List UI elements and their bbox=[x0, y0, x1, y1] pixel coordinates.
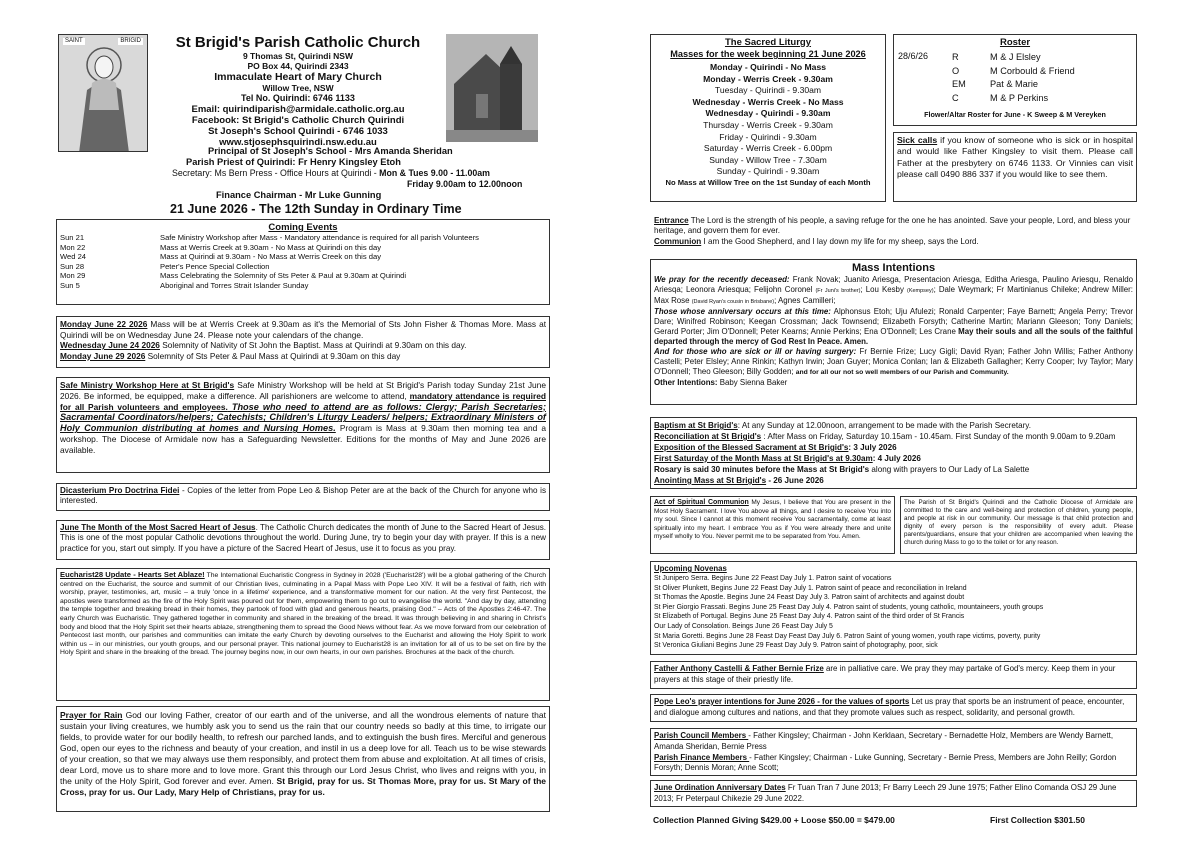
novena-item: Our Lady of Consolation. Beings June 26 Feast Day July 5 bbox=[654, 622, 833, 630]
baptism-head: Baptism at St Brigid's bbox=[654, 421, 738, 430]
safeguarding-box bbox=[900, 496, 1137, 554]
saint-figure-icon bbox=[59, 35, 148, 152]
communion-text: I am the Good Shepherd, and I lay down my life for my sheep, says the Lord. bbox=[701, 236, 979, 246]
date-title: 21 June 2026 - The 12th Sunday in Ordinary Time bbox=[170, 202, 462, 216]
parish2-line-2: Tel No. Quirindi: 6746 1133 bbox=[241, 93, 355, 103]
finance-chair: Finance Chairman - Mr Luke Gunning bbox=[216, 190, 382, 200]
mass-row: Tuesday - Quirindi - 9.30am bbox=[714, 85, 822, 96]
event-text: Safe Ministry Workshop after Mass - Mandatory attendance is required for all parish Volunteers bbox=[160, 233, 479, 242]
sick2-bold: and for all our not so well members of our Parish and Community. bbox=[795, 369, 1009, 376]
entrance-text: The Lord is the strength of his people, a saving refuge for the one he has anointed. Save your people, Lord, and bless your heritage, and govern them for ever. bbox=[654, 216, 1131, 236]
palliative-box bbox=[650, 661, 1137, 689]
first-saturday-text: : 4 July 2026 bbox=[872, 454, 921, 463]
wed24-text: Solemnity of Nativity of St John the Baptist. Mass at Quirindi at 9.30am on this day. bbox=[159, 340, 467, 351]
june-text: . The Catholic Church dedicates the month of June to the Sacred Heart of Jesus. This is one of the most popular Catholic devotions throughout the world. During June, try to begin your day with prayer. If this is a new practice for you, start out simply. If you have a picture of the Sacred Heart of Jesus, use it to focus as you pray. bbox=[60, 523, 546, 553]
anointing-head: Anointing Mass at St Brigid's bbox=[654, 476, 767, 485]
communion-head: Communion bbox=[654, 236, 702, 246]
fathers-text: are in palliative care. We pray they may partake of God's mercy. Keep them in your prayers at this stage of their priestly life. bbox=[654, 664, 1116, 684]
mass-row: Sunday - Quirindi - 9.30am bbox=[716, 166, 820, 177]
other-text: Baby Sienna Baker bbox=[717, 378, 788, 387]
facebook-line[interactable]: Facebook: St Brigid's Catholic Church Quirindi bbox=[191, 115, 405, 126]
pope-intentions-box bbox=[650, 694, 1137, 722]
event-day: Sun 21 bbox=[60, 233, 85, 242]
event-row bbox=[60, 281, 546, 291]
event-day: Mon 22 bbox=[60, 242, 86, 252]
ordination-head: June Ordination Anniversary Dates bbox=[654, 783, 786, 792]
finance-text: - Father Kingsley; Chairman - Luke Gunning, Secretary - Bernie Press, Members are John Reilly; Gordon Forsyth; Dennis Moran; Anne Scott; bbox=[654, 752, 1117, 773]
first-saturday-head: First Saturday of the Month Mass at St Brigid's at 9.30am bbox=[654, 454, 873, 463]
reconciliation-head: Reconciliation at St Brigid's bbox=[654, 432, 762, 441]
council-head: Parish Council Members bbox=[654, 731, 749, 740]
wed24-head: Wednesday June 24 2026 bbox=[60, 340, 160, 351]
deceased-note2: (Kempsey) bbox=[906, 288, 934, 294]
event-day: Wed 24 bbox=[60, 252, 87, 261]
roster-role: C bbox=[952, 92, 959, 103]
prayer-for-rain-box bbox=[56, 706, 550, 812]
mass-row: Monday - Quirindi - No Mass bbox=[709, 62, 827, 72]
event-day: Mon 29 bbox=[60, 271, 86, 280]
sick-text: if you know of someone who is sick or in hospital and would like Father Kingsley to visit them. Please call Father at the presbytery on 6746 1133. Or Vinnies can visit please call 0490 886 337 if you would like to see them. bbox=[897, 135, 1133, 179]
mass-intentions-box bbox=[650, 259, 1137, 405]
roster-date: 28/6/26 bbox=[898, 51, 929, 61]
roster-row bbox=[952, 92, 1075, 106]
event-day: Sun 28 bbox=[60, 261, 85, 271]
website-line[interactable]: www.stjosephsquirindi.nsw.edu.au bbox=[219, 137, 377, 148]
sacred-liturgy-box bbox=[650, 34, 886, 202]
intentions-title: Mass Intentions bbox=[851, 262, 936, 274]
novena-item: St Maria Goretti. Begins June 28 Feast Day Feast Day July 6. Patron Saint of young women, youth rape victims, poverty, purity bbox=[654, 632, 1041, 640]
roster-role: EM bbox=[952, 79, 966, 89]
novena-item: St Thomas the Apostle. Begins June 24 Feast Day July 3. Patron saint of architects and against doubt bbox=[654, 594, 965, 602]
novena-item: St Elizabeth of Portugal. Begins June 25 Feast Day July 4. Patron saint of the third order of St Francis bbox=[654, 613, 965, 621]
sick-calls-box bbox=[893, 132, 1137, 202]
mass-changes-box bbox=[56, 316, 550, 368]
school-line: St Joseph's School Quirindi - 6746 1033 bbox=[208, 126, 388, 137]
coming-events-box bbox=[56, 219, 550, 305]
event-text: Aboriginal and Torres Strait Islander Sunday bbox=[160, 280, 309, 290]
mass-list bbox=[653, 62, 883, 178]
event-text: Mass at Quirindi at 9.30am - No Mass at Werris Creek on this day bbox=[160, 252, 382, 261]
sick-head: Sick calls bbox=[897, 135, 938, 145]
dic-text: - Copies of the letter from Pope Leo & Bishop Peter are at the back of the Church for anyone who is interested. bbox=[60, 486, 546, 506]
eucharist28-box bbox=[56, 568, 550, 701]
roster-row bbox=[952, 78, 1075, 92]
sacraments-box bbox=[650, 417, 1137, 489]
novena-item: St Veronica Giuliani Begins June 29 Feast Day July 9. Patron saint of photography, poor, sick bbox=[654, 642, 938, 650]
address-line-1: 9 Thomas St, Quirindi NSW bbox=[242, 51, 354, 61]
rain-text: God our loving Father, creator of our earth and of the universe, and all the wondrous elements of nature that sustain your living creatures, we humbly ask you to send us the rain that our country needs so badly at this time, to irrigate our fields, to provide water for our bodily health, to refresh our parched lands, and to extinguish the bush fires. Merciful and generous God, open our eyes to the richness and beauty of your creation, and instil in us a deep love for all. Teach us to be wise stewards of your creation, so that we may always use them responsibly, and protect them from abuse and exploitation. At all times of crisis, dear Lord, move us to share more and to love more. Grant this through our Lord Jesus Christ, who lives and reigns with you, in the unity of the Holy Spirit, God forever and ever. Amen. bbox=[60, 710, 546, 786]
novenas-title: Upcoming Novenas bbox=[654, 564, 727, 573]
parish2-line-1: Willow Tree, NSW bbox=[262, 83, 334, 93]
safe-mandatory: mandatory attendance is required for all Parish volunteers and employees. bbox=[60, 390, 546, 412]
address-line-2: PO Box 44, Quirindi 2343 bbox=[247, 61, 349, 71]
event-row bbox=[60, 233, 546, 243]
roster-names: M & P Perkins bbox=[990, 92, 1049, 103]
rosary-head: Rosary is said 30 minutes before the Mass at St Brigid's bbox=[654, 465, 870, 474]
mon29-text: Solemnity of Sts Peter & Paul Mass at Quirindi at 9.30am on this day bbox=[145, 350, 401, 361]
church-photo bbox=[446, 34, 538, 142]
anniv-bold: May their souls and all the souls of the faithful departed through the mercy of God Rest In Peace. Amen. bbox=[654, 327, 1133, 346]
rosary-text: along with prayers to Our Lady of La Salette bbox=[869, 465, 1030, 474]
deceased-text4: ; Agnes Camilleri; bbox=[774, 296, 836, 305]
mass-row: Monday - Werris Creek - 9.30am bbox=[703, 73, 833, 84]
rain-head: Prayer for Rain bbox=[60, 710, 123, 720]
anniversary-para bbox=[654, 307, 1133, 347]
secretary-text: Secretary: Ms Bern Press - Office Hours at Quirindi - bbox=[172, 168, 377, 178]
event-row bbox=[60, 252, 546, 262]
sick2-head: And for those who are sick or ill or having surgery: bbox=[654, 347, 857, 356]
deceased-text3: ; Dale Weymark; Fr Martinianus Chileke; Andrew Miller: Max Rose bbox=[654, 285, 1133, 305]
mass-note: No Mass at Willow Tree on the 1st Sunday of each Month bbox=[665, 177, 871, 187]
roster-names: M & J Elsley bbox=[990, 52, 1041, 62]
exposition-head: Exposition of the Blessed Sacrament at St Brigid's bbox=[654, 443, 849, 452]
event-text: Peter's Pence Special Collection bbox=[160, 261, 270, 271]
flower-roster: Flower/Altar Roster for June - K Sweep & M Vereyken bbox=[924, 110, 1106, 119]
office-hours-1: Mon & Tues 9.00 - 11.00am bbox=[379, 168, 490, 178]
roster-role: R bbox=[952, 52, 959, 62]
deceased-head: We pray for the recently deceased: bbox=[654, 275, 790, 284]
safe-text2: Program is Mass at 9.30am then morning tea and a workshop. The Diocese of Armidale now has a Safeguarding Newsletter. Editions for the months of May and June 2026 are available. bbox=[60, 423, 546, 455]
safe-ministry-box bbox=[56, 377, 550, 473]
anniv-head: Those whose anniversary occurs at this time: bbox=[654, 307, 831, 316]
liturgy-sub: Masses for the week beginning 21 June 2026 bbox=[670, 49, 866, 59]
church-title: St Brigid's Parish Catholic Church bbox=[175, 34, 421, 51]
euch-head: Eucharist28 Update - Hearts Set Ablaze! bbox=[60, 570, 205, 579]
antiphons bbox=[654, 216, 1136, 247]
mass-row: Wednesday - Werris Creek - No Mass bbox=[692, 96, 844, 107]
roster-names: M Corbould & Friend bbox=[990, 65, 1075, 76]
council-text: - Father Kingsley; Chairman - John Kerklaan, Secretary - Bernadette Holz, Members are Wendy Barnett, Amanda Sheridan, Bernie Press bbox=[654, 731, 1114, 751]
other-intentions bbox=[654, 378, 1133, 388]
event-row bbox=[60, 262, 546, 272]
coming-events-title: Coming Events bbox=[268, 222, 338, 233]
liturgy-title: The Sacred Liturgy bbox=[724, 37, 812, 48]
deceased-note3: (David Ryan's cousin in Brisbane) bbox=[691, 299, 775, 305]
safe-text1: Safe Ministry Workshop will be held at St Brigid's Parish today Sunday 21st June 2026. Be informed, be equipped, make a difference. All parishioners are welcome to attend, bbox=[60, 380, 547, 401]
rain-bold: St Brigid, pray for us. St Thomas More, pray for us. St Mary of the Cross, pray for us. Our Lady, Mary Help of Christians, pray for us. bbox=[60, 776, 546, 797]
dicasterium-box bbox=[56, 483, 550, 511]
principal-line: Principal of St Joseph's School - Mrs Amanda Sheridan bbox=[208, 146, 453, 156]
safeguard-text: The Parish of St Brigid's Quirindi and the Catholic Diocese of Armidale are committed to the care and well-being and protection of children, young people, and people at risk in our community. Our message is that child protection and dignity of every person is the responsibility of every adult. Please parents/guardians, ensure that your children are accompanied when leaving the church during Mass to go to the toilet or for any reason. bbox=[904, 499, 1133, 547]
spiritual-head: Act of Spiritual Communion bbox=[654, 499, 749, 506]
deceased-text: Frank Novak; Juanito Ariesga, Presentacion Ariesga, Editha Ariesga, Paulino Ariesqu, Renaldo Ariesqa; Leonora Ariesqua; Felijohn Coronel bbox=[654, 275, 1133, 294]
novenas-box bbox=[650, 561, 1137, 655]
dic-head: Dicasterium Pro Doctrina Fidei bbox=[60, 486, 180, 495]
sick2-text: Fr Bernie Frize; Lucy Gigli; David Ryan; Father John Willis; Father Anthony Castelli; Peter Elsley; Anne Rinkin; Kathyn Irwin; Joan Guyer; Monica Conlan; Ian & Elizabeth Gallagher; Kerry Cooper; Ivy Taylor; Mary O'Donnell; Theo Gleeson; Billy Godden; bbox=[654, 347, 1133, 376]
exposition-text: : 3 July 2026 bbox=[848, 443, 897, 452]
roster-names: Pat & Marie bbox=[990, 79, 1038, 89]
first-collection: First Collection $301.50 bbox=[990, 815, 1085, 825]
event-text: Mass Celebrating the Solemnity of Sts Peter & Paul at 9.30am at Quirindi bbox=[160, 271, 407, 280]
event-row bbox=[60, 243, 546, 253]
mass-row: Sunday - Willow Tree - 7.30am bbox=[709, 154, 827, 165]
spiritual-communion-box bbox=[650, 496, 895, 554]
spiritual-text: My Jesus, I believe that You are present in the Most Holy Sacrament. I love You above all things, and I desire to receive You into my soul. Since I cannot at this moment receive You sacramentally, come at least spiritually into my heart. I embrace You as if You were already there and unite myself wholly to You. Never permit me to be separated from You. Amen. bbox=[654, 499, 891, 541]
roster-row bbox=[952, 51, 1075, 65]
office-hours-2: Friday 9.00am to 12.00noon bbox=[407, 179, 523, 189]
entrance-head: Entrance bbox=[654, 216, 689, 225]
reconciliation-text: : After Mass on Friday, Saturday 10.15am - 10.45am. First Sunday of the month 9.00am to 9.20am bbox=[761, 432, 1116, 441]
event-text: Mass at Werris Creek at 9.30am - No Mass at Quirindi on this day bbox=[160, 242, 382, 252]
secretary-line bbox=[172, 168, 490, 178]
council-box bbox=[650, 728, 1137, 776]
saint-brigid-image bbox=[58, 34, 148, 152]
sick-para bbox=[654, 347, 1133, 378]
events-list bbox=[60, 233, 546, 290]
mon29-head: Monday June 29 2026 bbox=[60, 350, 146, 361]
mass-row: Wednesday - Quirindi - 9.30am bbox=[705, 108, 831, 119]
parish2-title: Immaculate Heart of Mary Church bbox=[214, 71, 382, 83]
mon22-text: Mass will be at Werris Creek at 9.30am as it's the Memorial of Sts John Fisher & Thomas More. Mass at Quirindi will be on Wednesday June 24. Please note your calendars of the change. bbox=[60, 319, 546, 340]
anniv-text: Alphonsus Etoh; Uju Afulezi; Ronald Carpenter; Faye Barnett; Angela Perry; Trevor Dare; Winifred Robinson; Keegan Crossman; Jack Townsend; Elizabeth Forsyth; Catherine Martin; Mariann Gleeson; Tony Daniels; Gerard Porter; Jim O'Donnell; Peter Kearns; Annie Perkins; Ena O'Donnell; Les Crane bbox=[654, 307, 1133, 336]
mass-row: Saturday - Werris Creek - 6.00pm bbox=[703, 143, 833, 154]
event-row bbox=[60, 271, 546, 281]
saint-label-right: BRIGID bbox=[120, 38, 141, 44]
novena-item: St Oliver Plunkett, Begins June 22 Feast Day July 1. Patron saint of peace and reconciliation in Ireland bbox=[654, 584, 967, 592]
roster-row bbox=[952, 65, 1075, 79]
parish-header bbox=[150, 34, 446, 148]
priest-line: Parish Priest of Quirindi: Fr Henry Kingsley Etoh bbox=[186, 157, 401, 167]
deceased-text2: ; Lou Kesby bbox=[860, 285, 907, 294]
church-building-icon bbox=[446, 34, 538, 142]
roster-box bbox=[893, 34, 1137, 126]
deceased-para bbox=[654, 275, 1133, 307]
euch-text: The International Eucharistic Congress in Sydney in 2028 ('Eucharist28') will be a global gathering of the Church centred on the Eucharist, the source and summit of our Christian lives, culminating in a Papal Mass with Pope Leo XIV. It will be a festival of faith, rich with worship, prayer, testimonies, art, music – a truly 'once in a lifetime' experience, and a transformative moment for our nation. At the very first Pentecost, the apostles were transformed as the fire of the Holy Spirit was poured out for them, empowering them to go out to evangelise the world. "And day by day, attending the temple together and breaking bread in their homes, they partook of food with glad and generous hearts, praising God." – Acts of the Apostles 2:46-47. The early Church was Eucharistic. They gathered together in community and shared in the breaking of the bread. It was through believing in and sharing in Christ's body and blood that the Holy Spirit set their hearts ablaze, strengthening them to spread the Good News without fear. As we move forward from our celebration of Pentecost last month, our parishes and communities can imitate the early Church by devoting ourselves to the Eucharist and allowing the Holy Spirit to work within us – in our ministries, our youth groups, and our personal prayer. This national journey to Eucharist28 is an invitation for all of us to be set on fire by the Holy Spirit and share in the breaking of the bread. The journey begins now, in our own hearts, in our own parishes. Brochures at the back of the church. bbox=[60, 572, 547, 657]
fathers-head: Father Anthony Castelli & Father Bernie Frize bbox=[654, 664, 824, 673]
roster-title: Roster bbox=[999, 37, 1031, 48]
anointing-text: - 26 June 2026 bbox=[766, 476, 824, 485]
novena-item: St Junipero Serra. Begins June 22 Feast Day July 1. Patron saint of vocations bbox=[654, 575, 892, 582]
baptism-text: : At any Sunday at 12.00noon, arrangement to be made with the Parish Secretary. bbox=[737, 421, 1031, 430]
other-head: Other Intentions: bbox=[654, 378, 718, 387]
pope-head: Pope Leo's prayer intentions for June 2026 - for the values of sports bbox=[654, 697, 910, 706]
safe-attendees: Those who need to attend are as follows: Clergy; Parish Secretaries; Sacramental Coordinators/helpers; Catechists; Children's Liturgy Leaders/ helpers; Extraordinary Ministers of Holy Communion distributing at homes and Nursing Homes. bbox=[60, 401, 547, 434]
finance-head: Parish Finance Members bbox=[654, 752, 750, 762]
saint-label-left: SAINT bbox=[65, 38, 83, 44]
novena-item: St Pier Giorgio Frassati. Begins June 25 Feast Day July 4. Patron saint of students, young catholic, mountaineers, youth groups bbox=[654, 603, 1044, 611]
mass-row: Friday - Quirindi - 9.30am bbox=[719, 131, 817, 142]
sacred-heart-box bbox=[56, 520, 550, 560]
june-head: June The Month of the Most Sacred Heart of Jesus bbox=[60, 523, 256, 532]
ordination-box bbox=[650, 780, 1137, 807]
event-day: Sun 5 bbox=[60, 280, 80, 290]
ordination-text: Fr Tuan Tran 7 June 2013; Fr Barry Leech 29 June 1975; Father Elino Comanda OSJ 29 June 2013; Fr Peterpaul Chikezie 29 June 2022. bbox=[654, 783, 1117, 803]
collection-line: Collection Planned Giving $429.00 + Loose $50.00 = $479.00 bbox=[653, 815, 895, 825]
roster-role: O bbox=[952, 65, 960, 76]
roster-list bbox=[952, 51, 1075, 105]
mass-row: Thursday - Werris Creek - 9.30am bbox=[703, 119, 833, 130]
pope-text: Let us pray that sports be an instrument of peace, encounter, and dialogue among cultures and nations, and that they promote values such as respect, solidarity, and personal growth. bbox=[654, 697, 1125, 717]
deceased-note1: (Fr Juni's brother) bbox=[815, 288, 861, 294]
email-line[interactable]: Email: quirindiparish@armidale.catholic.org.au bbox=[191, 104, 405, 115]
safe-head: Safe Ministry Workshop Here at St Brigid's bbox=[60, 380, 235, 390]
mon22-head: Monday June 22 2026 bbox=[60, 319, 148, 329]
novenas-list bbox=[654, 574, 1133, 651]
